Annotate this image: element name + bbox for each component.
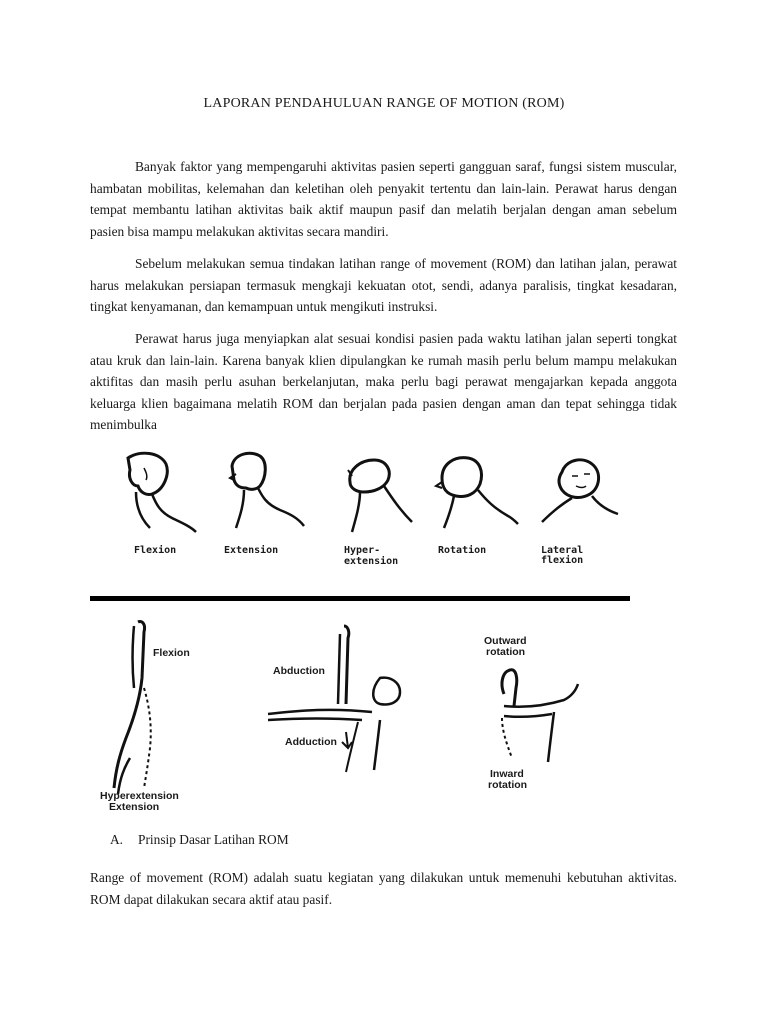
label-arm-hyperextension: Hyperextension bbox=[100, 790, 179, 802]
label-neck-hyperextension: extension bbox=[344, 556, 399, 567]
label-arm-outward: Outward bbox=[484, 635, 527, 647]
label-arm-outward-rotation: rotation bbox=[486, 646, 526, 658]
label-arm-adduction: Adduction bbox=[285, 736, 337, 748]
label-arm-flexion: Flexion bbox=[153, 647, 190, 659]
label-neck-rotation: Rotation bbox=[438, 545, 487, 556]
section-heading bbox=[110, 832, 289, 848]
section-body: Range of movement (ROM) adalah suatu kegiatan yang dilakukan untuk memenuhi kebutuhan aktivitas. ROM dapat dilakukan secara aktif atau pasif. bbox=[90, 870, 677, 907]
label-neck-extension: Extension bbox=[224, 545, 279, 556]
paragraph-2: Sebelum melakukan semua tindakan latihan range of movement (ROM) dan latihan jalan, perawat harus melakukan persiapan termasuk mengkaji kekuatan otot, sendi, adanya paralisis, tingkat kesadaran, tingkat kenyamanan, dan kemampuan untuk mengikuti instruksi. bbox=[90, 256, 677, 315]
paragraph-3: Perawat harus juga menyiapkan alat sesuai kondisi pasien pada waktu latihan jalan seperti tongkat atau kruk dan lain-lain. Karena banyak klien dipulangkan ke rumah masih perlu belum mampu melakukan aktifitas dan masih perlu asuhan berkelanjutan, maka perlu bagi perawat mengajarkan kepada anggota keluarga klien bagaimana melatih ROM dan berjalan pada pasien dengan aman dan tepat sehingga tidak menimbulka bbox=[90, 331, 677, 433]
label-neck-lateral-flexion: flexion bbox=[541, 555, 584, 566]
section-number: A. bbox=[110, 832, 124, 847]
arm-abduction-illustration bbox=[262, 624, 412, 774]
arm-flexion-illustration bbox=[100, 618, 170, 798]
label-arm-inward-rotation: rotation bbox=[488, 779, 528, 791]
label-neck-hyper: Hyper- bbox=[344, 545, 381, 556]
label-neck-lateral: Lateral bbox=[541, 545, 584, 556]
document-title: LAPORAN PENDAHULUAN RANGE OF MOTION (ROM) bbox=[203, 96, 565, 111]
section-title: Prinsip Dasar Latihan ROM bbox=[138, 832, 289, 847]
label-arm-abduction: Abduction bbox=[273, 665, 325, 677]
label-arm-extension: Extension bbox=[109, 801, 160, 813]
label-neck-flexion: Flexion bbox=[134, 545, 177, 556]
paragraph-1: Banyak faktor yang mempengaruhi aktivitas pasien seperti gangguan saraf, fungsi sistem muscular, hambatan mobilitas, kelemahan dan keletihan oleh penyakit tertentu dan lain-lain. Perawat harus dengan tempat membantu latihan aktivitas baik aktif maupun pasif dan melatih berjalan dengan aman sebelum pasien bisa mampu melakukan aktivitas secara mandiri. bbox=[90, 159, 677, 239]
arm-rotation-illustration bbox=[484, 654, 584, 764]
label-arm-inward: Inward bbox=[490, 768, 524, 780]
